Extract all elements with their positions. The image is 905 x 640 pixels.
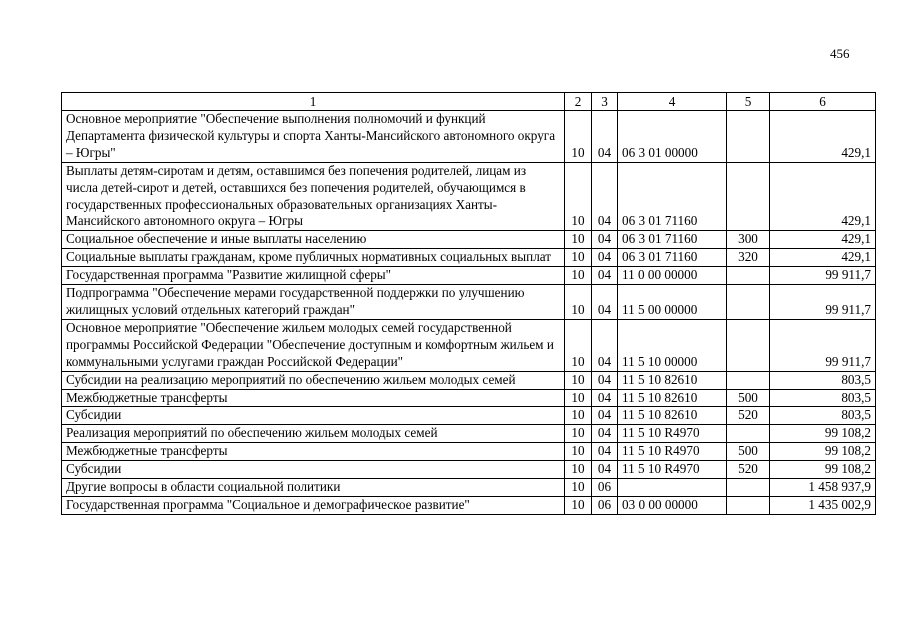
amount-cell: 99 108,2 <box>770 443 876 461</box>
section-code-cell: 10 <box>565 461 592 479</box>
expense-type-code-cell: 520 <box>727 461 770 479</box>
section-code-cell: 10 <box>565 371 592 389</box>
amount-cell: 99 911,7 <box>770 285 876 320</box>
item-name-cell: Субсидии <box>62 407 565 425</box>
target-article-code-cell: 11 0 00 00000 <box>618 267 727 285</box>
target-article-code-cell: 03 0 00 00000 <box>618 496 727 514</box>
column-header-1: 1 <box>62 93 565 111</box>
table-row <box>62 389 876 407</box>
section-code-cell: 10 <box>565 285 592 320</box>
expense-type-code-cell: 500 <box>727 389 770 407</box>
target-article-code-cell: 11 5 10 00000 <box>618 319 727 371</box>
column-header-2: 2 <box>565 93 592 111</box>
column-header-6: 6 <box>770 93 876 111</box>
amount-cell: 99 911,7 <box>770 319 876 371</box>
expense-type-code-cell <box>727 111 770 163</box>
item-name-cell: Другие вопросы в области социальной политики <box>62 479 565 497</box>
table-row <box>62 249 876 267</box>
item-name-cell: Субсидии на реализацию мероприятий по обеспечению жильем молодых семей <box>62 371 565 389</box>
section-code-cell: 10 <box>565 443 592 461</box>
expense-type-code-cell <box>727 162 770 231</box>
section-code-cell: 10 <box>565 425 592 443</box>
target-article-code-cell: 11 5 10 82610 <box>618 389 727 407</box>
expense-type-code-cell <box>727 319 770 371</box>
subsection-code-cell: 04 <box>592 319 618 371</box>
expense-type-code-cell <box>727 479 770 497</box>
target-article-code-cell <box>618 479 727 497</box>
amount-cell: 429,1 <box>770 231 876 249</box>
expense-type-code-cell <box>727 425 770 443</box>
item-name-cell: Основное мероприятие "Обеспечение выполнения полномочий и функций Департамента физической культуры и спорта Ханты-Мансийского автономного округа – Югры" <box>62 111 565 163</box>
item-name-cell: Государственная программа "Социальное и демографическое развитие" <box>62 496 565 514</box>
expense-type-code-cell: 300 <box>727 231 770 249</box>
expense-type-code-cell <box>727 371 770 389</box>
amount-cell: 803,5 <box>770 389 876 407</box>
item-name-cell: Государственная программа "Развитие жилищной сферы" <box>62 267 565 285</box>
expense-type-code-cell: 320 <box>727 249 770 267</box>
target-article-code-cell: 11 5 10 R4970 <box>618 443 727 461</box>
table-row <box>62 496 876 514</box>
column-header-3: 3 <box>592 93 618 111</box>
subsection-code-cell: 04 <box>592 461 618 479</box>
target-article-code-cell: 11 5 10 R4970 <box>618 425 727 443</box>
table-header-row <box>62 93 876 111</box>
section-code-cell: 10 <box>565 162 592 231</box>
target-article-code-cell: 11 5 10 R4970 <box>618 461 727 479</box>
amount-cell: 429,1 <box>770 249 876 267</box>
subsection-code-cell: 06 <box>592 496 618 514</box>
column-header-4: 4 <box>618 93 727 111</box>
page-number: 456 <box>830 46 850 61</box>
subsection-code-cell: 04 <box>592 231 618 249</box>
table-row <box>62 461 876 479</box>
target-article-code-cell: 06 3 01 71160 <box>618 231 727 249</box>
item-name-cell: Основное мероприятие "Обеспечение жильем молодых семей государственной программы Российской Федерации "Обеспечение доступным и комфортным жильем и коммунальными услугами граждан Российской Федерации" <box>62 319 565 371</box>
item-name-cell: Социальное обеспечение и иные выплаты населению <box>62 231 565 249</box>
item-name-cell: Межбюджетные трансферты <box>62 389 565 407</box>
subsection-code-cell: 04 <box>592 407 618 425</box>
section-code-cell: 10 <box>565 267 592 285</box>
subsection-code-cell: 04 <box>592 285 618 320</box>
amount-cell: 429,1 <box>770 162 876 231</box>
subsection-code-cell: 04 <box>592 425 618 443</box>
target-article-code-cell: 11 5 10 82610 <box>618 371 727 389</box>
item-name-cell: Подпрограмма "Обеспечение мерами государственной поддержки по улучшению жилищных условий отдельных категорий граждан" <box>62 285 565 320</box>
expense-type-code-cell <box>727 267 770 285</box>
item-name-cell: Выплаты детям-сиротам и детям, оставшимся без попечения родителей, лицам из числа детей-сирот и детей, оставшихся без попечения родителей, обучающимся в государственных профессиональных образовательных организациях Ханты-Мансийского автономного округа – Югры <box>62 162 565 231</box>
section-code-cell: 10 <box>565 496 592 514</box>
amount-cell: 429,1 <box>770 111 876 163</box>
subsection-code-cell: 04 <box>592 162 618 231</box>
section-code-cell: 10 <box>565 479 592 497</box>
section-code-cell: 10 <box>565 319 592 371</box>
subsection-code-cell: 04 <box>592 371 618 389</box>
table-row <box>62 425 876 443</box>
target-article-code-cell: 11 5 10 82610 <box>618 407 727 425</box>
subsection-code-cell: 04 <box>592 267 618 285</box>
section-code-cell: 10 <box>565 231 592 249</box>
amount-cell: 803,5 <box>770 407 876 425</box>
amount-cell: 1 435 002,9 <box>770 496 876 514</box>
item-name-cell: Субсидии <box>62 461 565 479</box>
table-row <box>62 162 876 231</box>
table-row <box>62 443 876 461</box>
amount-cell: 99 911,7 <box>770 267 876 285</box>
subsection-code-cell: 04 <box>592 111 618 163</box>
table-row <box>62 267 876 285</box>
expense-type-code-cell <box>727 285 770 320</box>
target-article-code-cell: 06 3 01 00000 <box>618 111 727 163</box>
table-row <box>62 479 876 497</box>
target-article-code-cell: 11 5 00 00000 <box>618 285 727 320</box>
table-row <box>62 111 876 163</box>
subsection-code-cell: 06 <box>592 479 618 497</box>
item-name-cell: Межбюджетные трансферты <box>62 443 565 461</box>
column-header-5: 5 <box>727 93 770 111</box>
table-row <box>62 371 876 389</box>
amount-cell: 99 108,2 <box>770 425 876 443</box>
expense-type-code-cell: 500 <box>727 443 770 461</box>
amount-cell: 803,5 <box>770 371 876 389</box>
section-code-cell: 10 <box>565 389 592 407</box>
expense-type-code-cell <box>727 496 770 514</box>
section-code-cell: 10 <box>565 249 592 267</box>
target-article-code-cell: 06 3 01 71160 <box>618 249 727 267</box>
amount-cell: 99 108,2 <box>770 461 876 479</box>
amount-cell: 1 458 937,9 <box>770 479 876 497</box>
item-name-cell: Социальные выплаты гражданам, кроме публичных нормативных социальных выплат <box>62 249 565 267</box>
target-article-code-cell: 06 3 01 71160 <box>618 162 727 231</box>
subsection-code-cell: 04 <box>592 389 618 407</box>
table-row <box>62 319 876 371</box>
subsection-code-cell: 04 <box>592 249 618 267</box>
section-code-cell: 10 <box>565 111 592 163</box>
budget-table <box>61 92 876 515</box>
subsection-code-cell: 04 <box>592 443 618 461</box>
table-row <box>62 285 876 320</box>
item-name-cell: Реализация мероприятий по обеспечению жильем молодых семей <box>62 425 565 443</box>
expense-type-code-cell: 520 <box>727 407 770 425</box>
table-row <box>62 407 876 425</box>
section-code-cell: 10 <box>565 407 592 425</box>
table-row <box>62 231 876 249</box>
